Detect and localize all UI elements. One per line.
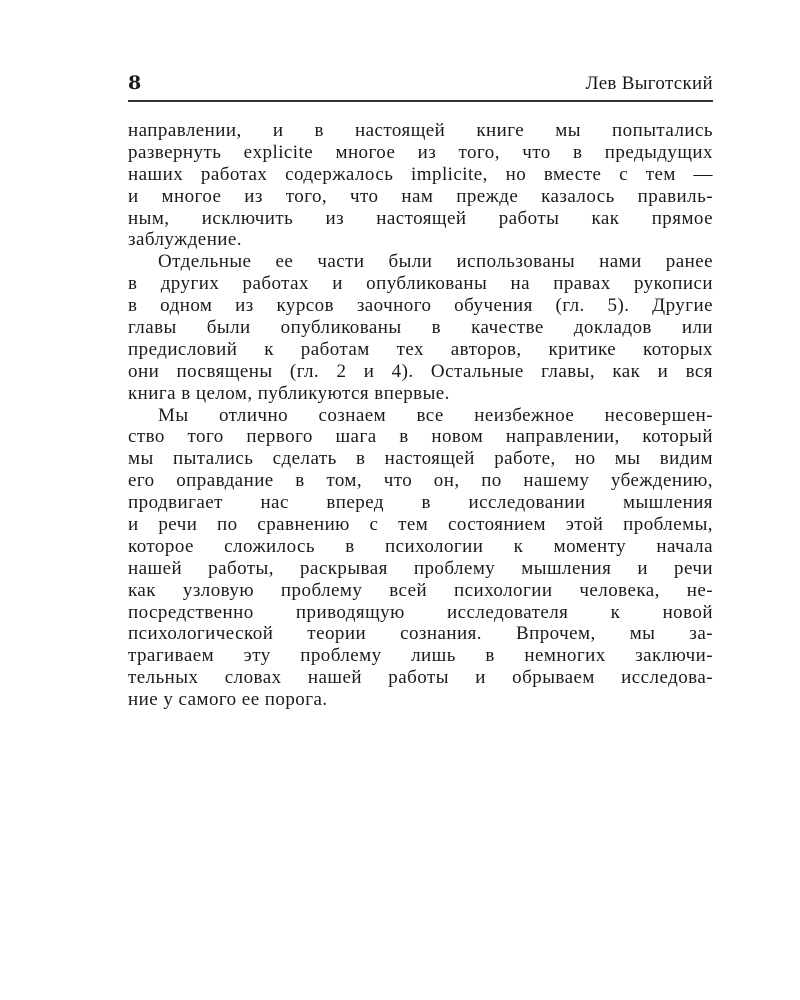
text-line: тельных словах нашей работы и обрываем исследова-	[128, 667, 713, 689]
text-line: предисловий к работам тех авторов, критике которых	[128, 338, 713, 360]
paragraph-1	[128, 120, 713, 251]
text-line: заблуждение.	[128, 229, 243, 251]
text-line: мы пытались сделать в настоящей работе, но мы видим	[128, 448, 713, 470]
text-line: трагиваем эту проблему лишь в немногих заключи-	[128, 645, 713, 667]
text-line: в других работах и опубликованы на правах рукописи	[128, 273, 713, 295]
text-line: развернуть explicite многое из того, что в предыдущих	[128, 141, 713, 163]
text-line: его оправдание в том, что он, по нашему убеждению,	[128, 470, 713, 492]
text-line: Отдельные ее части были использованы нами ранее	[158, 251, 713, 273]
text-line: направлении, и в настоящей книге мы попытались	[128, 120, 713, 141]
text-line: наших работах содержалось implicite, но вместе с тем —	[128, 163, 713, 185]
text-line: посредственно приводящую исследователя к новой	[128, 601, 713, 623]
text-line: ным, исключить из настоящей работы как прямое	[128, 207, 713, 229]
text-line: как узловую проблему всей психологии человека, не-	[128, 579, 713, 601]
book-page	[128, 72, 713, 711]
text-line: главы были опубликованы в качестве докладов или	[128, 317, 713, 339]
body-text	[128, 120, 713, 711]
text-line: ство того первого шага в новом направлении, который	[128, 426, 713, 448]
text-line: Мы отлично сознаем все неизбежное несовершен-	[158, 404, 713, 426]
text-line: и многое из того, что нам прежде казалось правиль-	[128, 185, 713, 207]
running-head: Лев Выготский	[585, 73, 713, 94]
paragraph-3	[128, 405, 713, 711]
text-line: в одном из курсов заочного обучения (гл. 5). Другие	[128, 295, 713, 317]
text-line: психологической теории сознания. Впрочем, мы за-	[128, 623, 713, 645]
text-line: которое сложилось в психологии к моменту начала	[128, 535, 713, 557]
paragraph-2	[128, 251, 713, 404]
page-number: 8	[128, 72, 142, 94]
text-line: они посвящены (гл. 2 и 4). Остальные главы, как и вся	[128, 360, 713, 382]
text-line: и речи по сравнению с тем состоянием этой проблемы,	[128, 514, 713, 536]
text-line: книга в целом, публикуются впервые.	[128, 382, 450, 404]
text-line: нашей работы, раскрывая проблему мышления и речи	[128, 557, 713, 579]
text-line: ние у самого ее порога.	[128, 689, 328, 711]
text-line: продвигает нас вперед в исследовании мышления	[128, 492, 713, 514]
page-header	[128, 72, 713, 102]
